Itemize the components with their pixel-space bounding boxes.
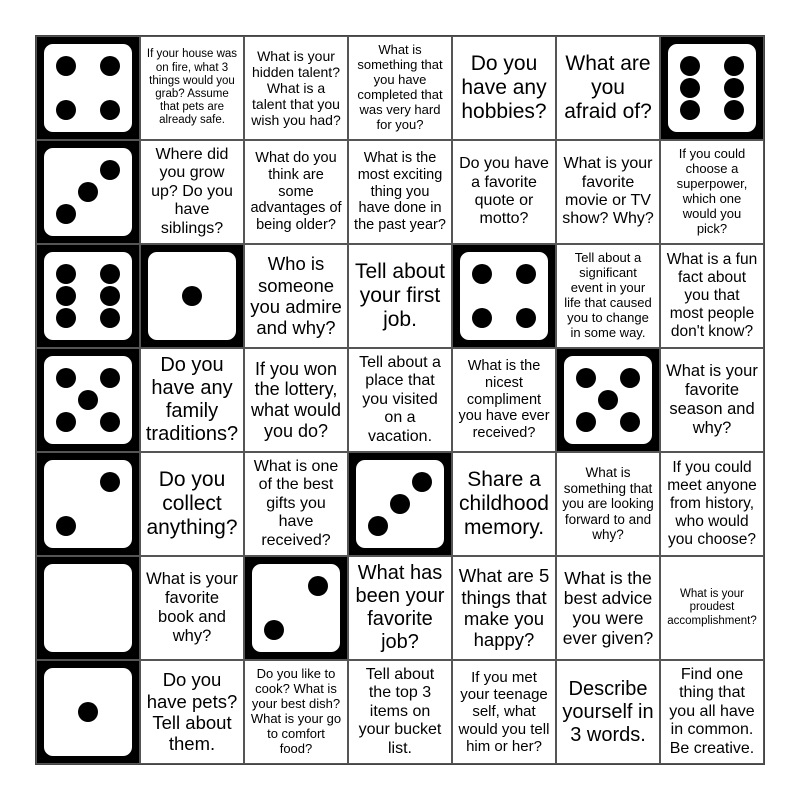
die-face-6-icon	[668, 44, 756, 132]
square-text: If you could choose a superpower, which one would you pick?	[676, 146, 748, 236]
square-text: Who is someone you admire and why?	[250, 253, 342, 339]
square-text: What are you afraid of?	[564, 51, 652, 124]
bingo-square[interactable]	[348, 244, 452, 348]
square-text: Describe yourself in 3 words.	[562, 677, 654, 746]
bingo-square[interactable]	[348, 660, 452, 764]
square-text: Tell about the top 3 items on your bucket list.	[358, 666, 442, 757]
pip	[724, 100, 744, 120]
dice-square[interactable]	[36, 556, 140, 660]
square-text: Do you like to cook? What is your best dish? What is your go to comfort food?	[250, 666, 342, 756]
pip	[100, 286, 120, 306]
square-text: Do you have any family traditions?	[145, 354, 239, 445]
pip	[100, 160, 120, 180]
pip	[412, 472, 432, 492]
square-text: Share a childhood memory.	[459, 467, 549, 540]
square-text: Tell about a significant event in your life that caused you to change in some way.	[564, 250, 652, 340]
pip	[56, 100, 76, 120]
pip	[390, 494, 410, 514]
bingo-square[interactable]	[452, 452, 556, 556]
die-face-4-icon	[44, 44, 132, 132]
bingo-square[interactable]	[244, 36, 348, 140]
pip	[78, 702, 98, 722]
pip	[264, 620, 284, 640]
die-face-0-icon	[44, 564, 132, 652]
die-face-2-icon	[252, 564, 340, 652]
square-text: What is your favorite season and why?	[666, 362, 758, 437]
bingo-square[interactable]	[660, 348, 764, 452]
bingo-square[interactable]	[452, 348, 556, 452]
square-text: What is your favorite movie or TV show? Why?	[562, 155, 654, 228]
bingo-square[interactable]	[348, 556, 452, 660]
square-text: If you won the lottery, what would you do?	[250, 358, 342, 441]
pip	[56, 368, 76, 388]
square-text: Where did you grow up? Do you have siblings?	[151, 146, 233, 237]
pip	[100, 264, 120, 284]
dice-square[interactable]	[36, 452, 140, 556]
pip	[598, 390, 618, 410]
dice-square[interactable]	[452, 244, 556, 348]
dice-square[interactable]	[140, 244, 244, 348]
square-text: Do you collect anything?	[146, 467, 238, 540]
square-text: Tell about a place that you visited on a vacation.	[359, 354, 441, 445]
pip	[576, 412, 596, 432]
dice-square[interactable]	[348, 452, 452, 556]
square-text: What is the nicest compliment you have ever received?	[458, 358, 550, 441]
bingo-square[interactable]	[244, 660, 348, 764]
square-text: What is your hidden talent? What is a talent that you wish you had?	[251, 47, 341, 129]
bingo-square[interactable]	[452, 660, 556, 764]
pip	[100, 308, 120, 328]
pip	[724, 78, 744, 98]
die-face-1-icon	[44, 668, 132, 756]
dice-square[interactable]	[36, 36, 140, 140]
bingo-square[interactable]	[140, 36, 244, 140]
bingo-card	[35, 35, 765, 765]
bingo-square[interactable]	[244, 140, 348, 244]
pip	[56, 56, 76, 76]
dice-square[interactable]	[36, 660, 140, 764]
pip	[78, 390, 98, 410]
pip	[368, 516, 388, 536]
bingo-square[interactable]	[452, 140, 556, 244]
pip	[620, 368, 640, 388]
pip	[516, 264, 536, 284]
die-face-5-icon	[564, 356, 652, 444]
pip	[472, 308, 492, 328]
square-text: Do you have pets? Tell about them.	[146, 669, 238, 755]
die-face-3-icon	[356, 460, 444, 548]
bingo-square[interactable]	[556, 556, 660, 660]
square-text: What is the best advice you were ever given?	[562, 567, 654, 649]
die-face-4-icon	[460, 252, 548, 340]
pip	[56, 412, 76, 432]
square-text: What is a fun fact about you that most people don't know?	[666, 251, 758, 340]
square-text: If your house was on fire, what 3 things would you grab? Assume that pets are already safe.	[146, 48, 238, 127]
square-text: What do you think are some advantages of being older?	[250, 150, 342, 233]
bingo-square[interactable]	[140, 140, 244, 244]
pip	[56, 286, 76, 306]
square-text: What is your favorite book and why?	[146, 570, 238, 645]
bingo-square[interactable]	[140, 348, 244, 452]
square-text: Find one thing that you all have in common. Be creative.	[669, 666, 755, 757]
pip	[100, 368, 120, 388]
pip	[516, 308, 536, 328]
square-text: If you met your teenage self, what would you tell him or her?	[458, 668, 550, 755]
square-text: What is one of the best gifts you have received?	[253, 458, 339, 549]
pip	[472, 264, 492, 284]
bingo-square[interactable]	[556, 140, 660, 244]
bingo-square[interactable]	[556, 36, 660, 140]
square-text: What is something that you are looking forward to and why?	[562, 465, 654, 543]
pip	[56, 264, 76, 284]
pip	[620, 412, 640, 432]
die-face-3-icon	[44, 148, 132, 236]
die-face-2-icon	[44, 460, 132, 548]
bingo-square[interactable]	[556, 244, 660, 348]
bingo-square[interactable]	[140, 556, 244, 660]
dice-square[interactable]	[36, 348, 140, 452]
dice-square[interactable]	[36, 244, 140, 348]
pip	[680, 78, 700, 98]
square-text: What is the most exciting thing you have done in the past year?	[354, 150, 446, 233]
bingo-square[interactable]	[140, 660, 244, 764]
pip	[100, 100, 120, 120]
bingo-square[interactable]	[660, 556, 764, 660]
bingo-square[interactable]	[244, 244, 348, 348]
pip	[56, 516, 76, 536]
pip	[100, 472, 120, 492]
bingo-square[interactable]	[660, 140, 764, 244]
square-text: If you could meet anyone from history, who would you choose?	[667, 459, 757, 548]
bingo-square[interactable]	[348, 348, 452, 452]
die-face-1-icon	[148, 252, 236, 340]
square-text: Do you have a favorite quote or motto?	[459, 155, 549, 228]
bingo-square[interactable]	[348, 36, 452, 140]
pip	[56, 308, 76, 328]
pip	[308, 576, 328, 596]
bingo-square[interactable]	[140, 452, 244, 556]
bingo-square[interactable]	[348, 140, 452, 244]
bingo-square[interactable]	[452, 556, 556, 660]
square-text: Do you have any hobbies?	[461, 51, 547, 124]
pip	[182, 286, 202, 306]
square-text: What has been your favorite job?	[355, 562, 445, 653]
die-face-5-icon	[44, 356, 132, 444]
die-face-6-icon	[44, 252, 132, 340]
dice-square[interactable]	[244, 556, 348, 660]
bingo-square[interactable]	[660, 244, 764, 348]
bingo-square[interactable]	[556, 452, 660, 556]
dice-square[interactable]	[660, 36, 764, 140]
pip	[680, 100, 700, 120]
square-text: What are 5 things that make you happy?	[458, 565, 550, 651]
pip	[576, 368, 596, 388]
pip	[100, 56, 120, 76]
pip	[56, 204, 76, 224]
pip	[78, 182, 98, 202]
dice-square[interactable]	[556, 348, 660, 452]
square-text: What is your proudest accomplishment?	[667, 588, 757, 627]
pip	[724, 56, 744, 76]
bingo-square[interactable]	[452, 36, 556, 140]
bingo-square[interactable]	[244, 348, 348, 452]
square-text: Tell about your first job.	[355, 259, 445, 332]
bingo-square[interactable]	[660, 660, 764, 764]
pip	[100, 412, 120, 432]
pip	[680, 56, 700, 76]
dice-square[interactable]	[36, 140, 140, 244]
bingo-square[interactable]	[244, 452, 348, 556]
bingo-square[interactable]	[556, 660, 660, 764]
bingo-square[interactable]	[660, 452, 764, 556]
square-text: What is something that you have completed that was very hard for you?	[357, 42, 443, 132]
